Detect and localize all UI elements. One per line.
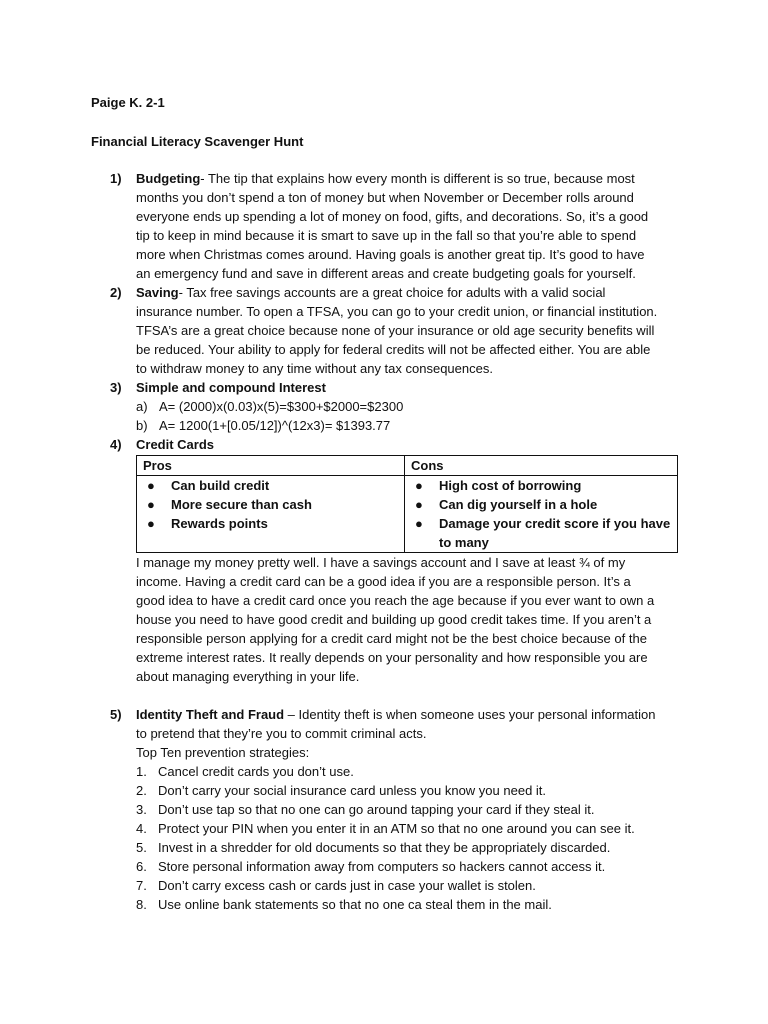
- list-item: 5. Invest in a shredder for old documents so that they be appropriately discarded.: [136, 840, 611, 855]
- sections-list: [0, 169, 768, 914]
- list-item: 8. Use online bank statements so that no one ca steal them in the mail.: [136, 897, 552, 912]
- formula-text: A= (2000)x(0.03)x(5)=$300+$2000=$2300: [159, 399, 404, 414]
- list-item: 2. Don’t carry your social insurance card unless you know you need it.: [136, 783, 547, 798]
- section-budgeting: [0, 169, 662, 283]
- list-item: ● Rewards points: [147, 516, 268, 531]
- section-identity-theft: [0, 705, 662, 914]
- bullet-icon: ●: [147, 516, 155, 531]
- section-label: Saving: [136, 285, 179, 300]
- bullet-icon: ●: [415, 478, 423, 493]
- table-header-row: [137, 456, 678, 476]
- cons-list: [411, 476, 671, 552]
- bullet-icon: ●: [415, 497, 423, 512]
- section-number: 4): [110, 437, 122, 452]
- list-item: ● Damage your credit score if you have to many: [415, 516, 671, 550]
- cons-cell: [405, 476, 678, 553]
- section-number: 3): [110, 380, 122, 395]
- document-title: Financial Literacy Scavenger Hunt: [91, 134, 304, 149]
- formula-text: A= 1200(1+[0.05/12])^(12x3)= $1393.77: [159, 418, 391, 433]
- credit-card-paragraph: I manage my money pretty well. I have a savings account and I save at least ¾ of my income. Having a credit card can be a good idea if you are a responsible person. It’s a good idea to have a credit card once you reach the age because if you ever want to own a house you need to have good credit and building up good credit takes time. If you aren’t a responsible person applying for a credit card might not be the best choice because of the extreme interest rates. It really depends on your personality and how responsible you are about managing everything in your life.: [136, 555, 655, 684]
- section-text: – Identity theft is when someone uses your personal information to pretend that they’re you to commit criminal acts.: [136, 707, 656, 741]
- section-label: Budgeting: [136, 171, 201, 186]
- bullet-icon: ●: [415, 516, 423, 531]
- bullet-icon: ●: [147, 497, 155, 512]
- list-item: 1. Cancel credit cards you don’t use.: [136, 764, 354, 779]
- section-number: 2): [110, 285, 122, 300]
- pros-cell: [137, 476, 405, 553]
- table-row: [137, 476, 678, 553]
- section-text: - Tax free savings accounts are a great choice for adults with a valid social insurance number. To open a TFSA, you can go to your credit union, or financial institution. TFSA’s are a great choice because none of your insurance or old age security benefits will be reduced. Your ability to apply for federal credits will not be affected either. You are able to withdraw money to any time without any tax consequences.: [136, 285, 658, 376]
- formula-marker: b): [136, 418, 148, 433]
- section-text: - The tip that explains how every month is different is so true, because most months you don’t spend a ton of money but when November or December rolls around everyone ends up spending a lot of money on food, gifts, and decorations. So, it’s a good tip to keep in mind because it is smart to save up in the fall so that you’re able to spend more when Christmas comes around. Having goals is another great tip. It’s good to have an emergency fund and save in different areas and create budgeting goals for yourself.: [136, 171, 649, 281]
- list-item: 3. Don’t use tap so that no one can go around tapping your card if they steal it.: [136, 802, 595, 817]
- list-item: ● Can build credit: [147, 478, 270, 493]
- list-item: ● High cost of borrowing: [415, 478, 582, 493]
- list-item: 7. Don’t carry excess cash or cards just in case your wallet is stolen.: [136, 878, 536, 893]
- section-interest: [0, 378, 662, 435]
- section-credit-cards: [0, 435, 671, 686]
- pros-list: [143, 476, 398, 533]
- pros-cons-table: [136, 455, 678, 553]
- formula-compound: [136, 416, 662, 435]
- formula-simple: [136, 397, 662, 416]
- cons-header: Cons: [405, 456, 678, 476]
- list-item: ● Can dig yourself in a hole: [415, 497, 598, 512]
- spacer: [0, 686, 768, 705]
- section-label: Identity Theft and Fraud: [136, 707, 285, 722]
- prevention-strategies-list: [136, 762, 662, 914]
- section-number: 5): [110, 707, 122, 722]
- author-name: Paige K. 2-1: [91, 95, 165, 110]
- section-number: 1): [110, 171, 122, 186]
- pros-header: Pros: [137, 456, 405, 476]
- list-heading: Top Ten prevention strategies:: [136, 745, 310, 760]
- list-item: 6. Store personal information away from computers so hackers cannot access it.: [136, 859, 606, 874]
- formula-marker: a): [136, 399, 148, 414]
- section-label: Credit Cards: [136, 437, 215, 452]
- section-saving: [0, 283, 662, 378]
- bullet-icon: ●: [147, 478, 155, 493]
- list-item: 4. Protect your PIN when you enter it in an ATM so that no one around you can see it.: [136, 821, 635, 836]
- list-item: ● More secure than cash: [147, 497, 312, 512]
- section-label: Simple and compound Interest: [136, 380, 326, 395]
